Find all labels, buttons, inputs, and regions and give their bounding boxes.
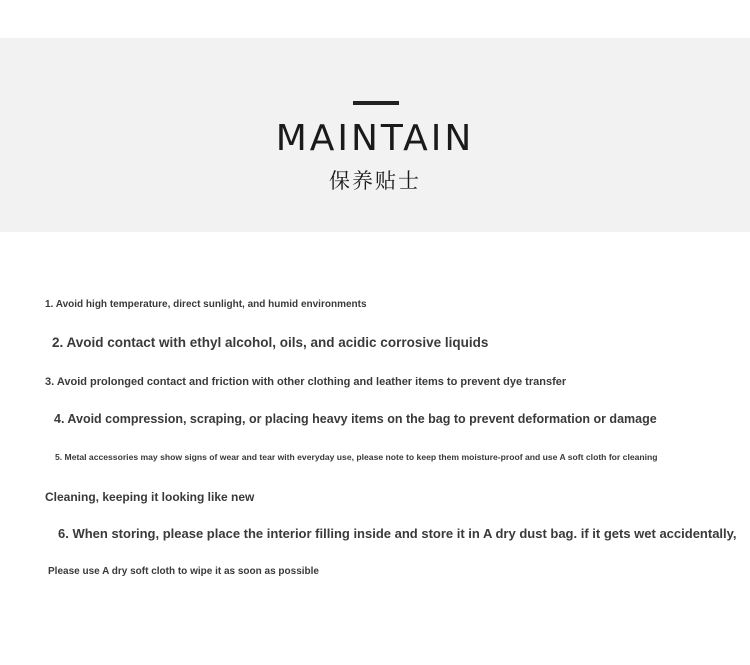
care-tip-3: 3. Avoid prolonged contact and friction with other clothing and leather items to prevent dye transfer xyxy=(45,376,567,388)
care-tip-4: 4. Avoid compression, scraping, or placing heavy items on the bag to prevent deformation or damage xyxy=(54,412,657,426)
care-tip-6: 6. When storing, please place the interior filling inside and store it in A dry dust bag. if it gets wet accidentally, xyxy=(58,526,737,541)
care-tip-5-continued: Cleaning, keeping it looking like new xyxy=(45,490,255,504)
page-subtitle: 保养贴士 xyxy=(329,169,421,193)
page-title: MAINTAIN xyxy=(275,118,475,159)
care-tip-1: 1. Avoid high temperature, direct sunlight, and humid environments xyxy=(45,299,367,310)
title-accent-bar xyxy=(353,101,399,105)
care-tip-5: 5. Metal accessories may show signs of wear and tear with everyday use, please note to keep them moisture-proof and use A soft cloth for cleaning xyxy=(55,452,658,462)
care-tip-6-continued: Please use A dry soft cloth to wipe it as soon as possible xyxy=(48,566,319,577)
care-tip-2: 2. Avoid contact with ethyl alcohol, oils, and acidic corrosive liquids xyxy=(52,335,489,350)
